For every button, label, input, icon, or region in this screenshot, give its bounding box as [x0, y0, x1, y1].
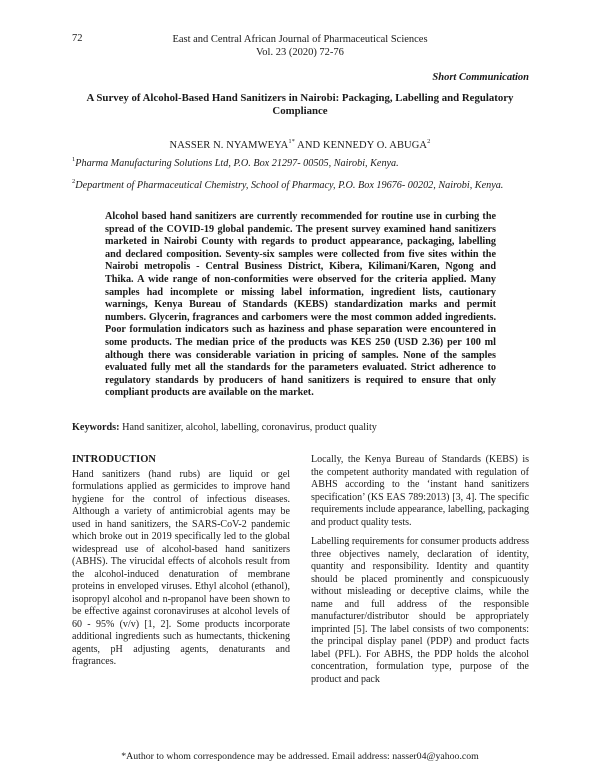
body-paragraph: Locally, the Kenya Bureau of Standards (KEBS) is the competent authority mandated with regulation of ABHS according to the ‘instant hand sanitizers specification’ (KS EAS 789:2013) [3, 4]. The specific requirements include appearance, labelling, packaging and product quality tests.: [311, 454, 529, 528]
body-paragraph: Hand sanitizers (hand rubs) are liquid or gel formulations applied as germicides to improve hand hygiene for the control of infectious diseases. Although a variety of antimicrobial agents may be used in hand sanitizers, the SARS-CoV-2 pandemic which broke out in 2019 specifically led to the global widespread use of alcohol-based hand sanitizers (ABHS). The virucidal effects of alcohols result from the alcohol-induced denaturation of membrane proteins in enveloped viruses. Ethyl alcohol (ethanol), isopropyl alcohol and n-propanol have been shown to be effective against coronaviruses at alcohol levels of 60 - 95% (v/v) [1, 2]. Some products incorporate additional ingredients such as humectants, thickening agents, pH adjusting agents, denaturants and fragrances.: [72, 468, 290, 667]
author-superscript: 1*: [288, 138, 296, 145]
page-number: 72: [72, 33, 83, 44]
author-superscript: 2: [427, 138, 431, 145]
author-name: KENNEDY O. ABUGA: [322, 140, 428, 151]
author-list: [0, 140, 600, 151]
affiliation-1: [72, 158, 399, 169]
keywords-label: Keywords:: [72, 422, 120, 433]
journal-name: East and Central African Journal of Pharmaceutical Sciences: [172, 34, 428, 45]
footnote: *Author to whom correspondence may be addressed. Email address: nasser04@yahoo.com: [121, 751, 479, 762]
author-connector: AND: [295, 140, 323, 151]
section-type-label: Short Communication: [432, 72, 529, 83]
body-paragraph: Labelling requirements for consumer products address three objectives namely, declaration of identity, quantity and responsibility. Identity and quantity should be placed prominently and conspicuously without misleading or deceptive claims, while the name and full address of the responsible manufacturer/distributor should be appropriately imprinted [5]. The label consists of two components: the principal display panel (PDP) and product facts label (PFL). For ABHS, the PDP holds the alcohol concentration, formulation type, purpose of the product and pack: [311, 536, 529, 685]
left-column: [72, 454, 290, 676]
affiliation-superscript: 1: [72, 156, 76, 163]
journal-volume: Vol. 23 (2020) 72-76: [256, 47, 344, 58]
abstract: Alcohol based hand sanitizers are currently recommended for routine use in curbing the spread of the COVID-19 global pandemic. The present survey examined hand sanitizers marketed in Nairobi County with regards to product appearance, packaging, labelling and declared composition. Seventy-six samples were collected from five sites within the Nairobi metropolis - Central Business District, Kibera, Kilimani/Karen, Ngong and Thika. A wide range of non-conformities were observed for the criteria applied. Many samples had incomplete or missing label information, ingredient lists, cautionary warnings, Kenya Bureau of Standards (KEBS) standardization marks and permit numbers. Glycerin, fragrances and carbomers were the most common added ingredients. Poor formulation indicators such as haziness and phase separation were encountered in some products. The median price of the products was KES 250 (USD 2.36) per 100 ml although there was considerable variation in pricing of samples. None of the samples evaluated fully met all the standards for the parameters evaluated. Strict adherence to regulatory standards by producers of hand sanitizers is required to ensure that only compliant products are available on the market.: [105, 211, 496, 399]
affiliation-text: Department of Pharmaceutical Chemistry, School of Pharmacy, P.O. Box 19676- 00202, Nairobi, Kenya.: [75, 180, 504, 191]
keywords-text: Hand sanitizer, alcohol, labelling, coronavirus, product quality: [119, 422, 377, 433]
affiliation-superscript: 2: [72, 178, 76, 185]
affiliation-text: Pharma Manufacturing Solutions Ltd, P.O. Box 21297- 00505, Nairobi, Kenya.: [75, 158, 399, 169]
article-title: A Survey of Alcohol-Based Hand Sanitizers in Nairobi: Packaging, Labelling and Regulatory Compliance: [86, 92, 514, 117]
right-column: [311, 454, 529, 693]
author-name: NASSER N. NYAMWEYA: [169, 140, 289, 151]
keywords: [72, 422, 377, 433]
section-heading: INTRODUCTION: [72, 454, 157, 465]
affiliation-2: [72, 180, 503, 191]
journal-header: [0, 33, 600, 59]
